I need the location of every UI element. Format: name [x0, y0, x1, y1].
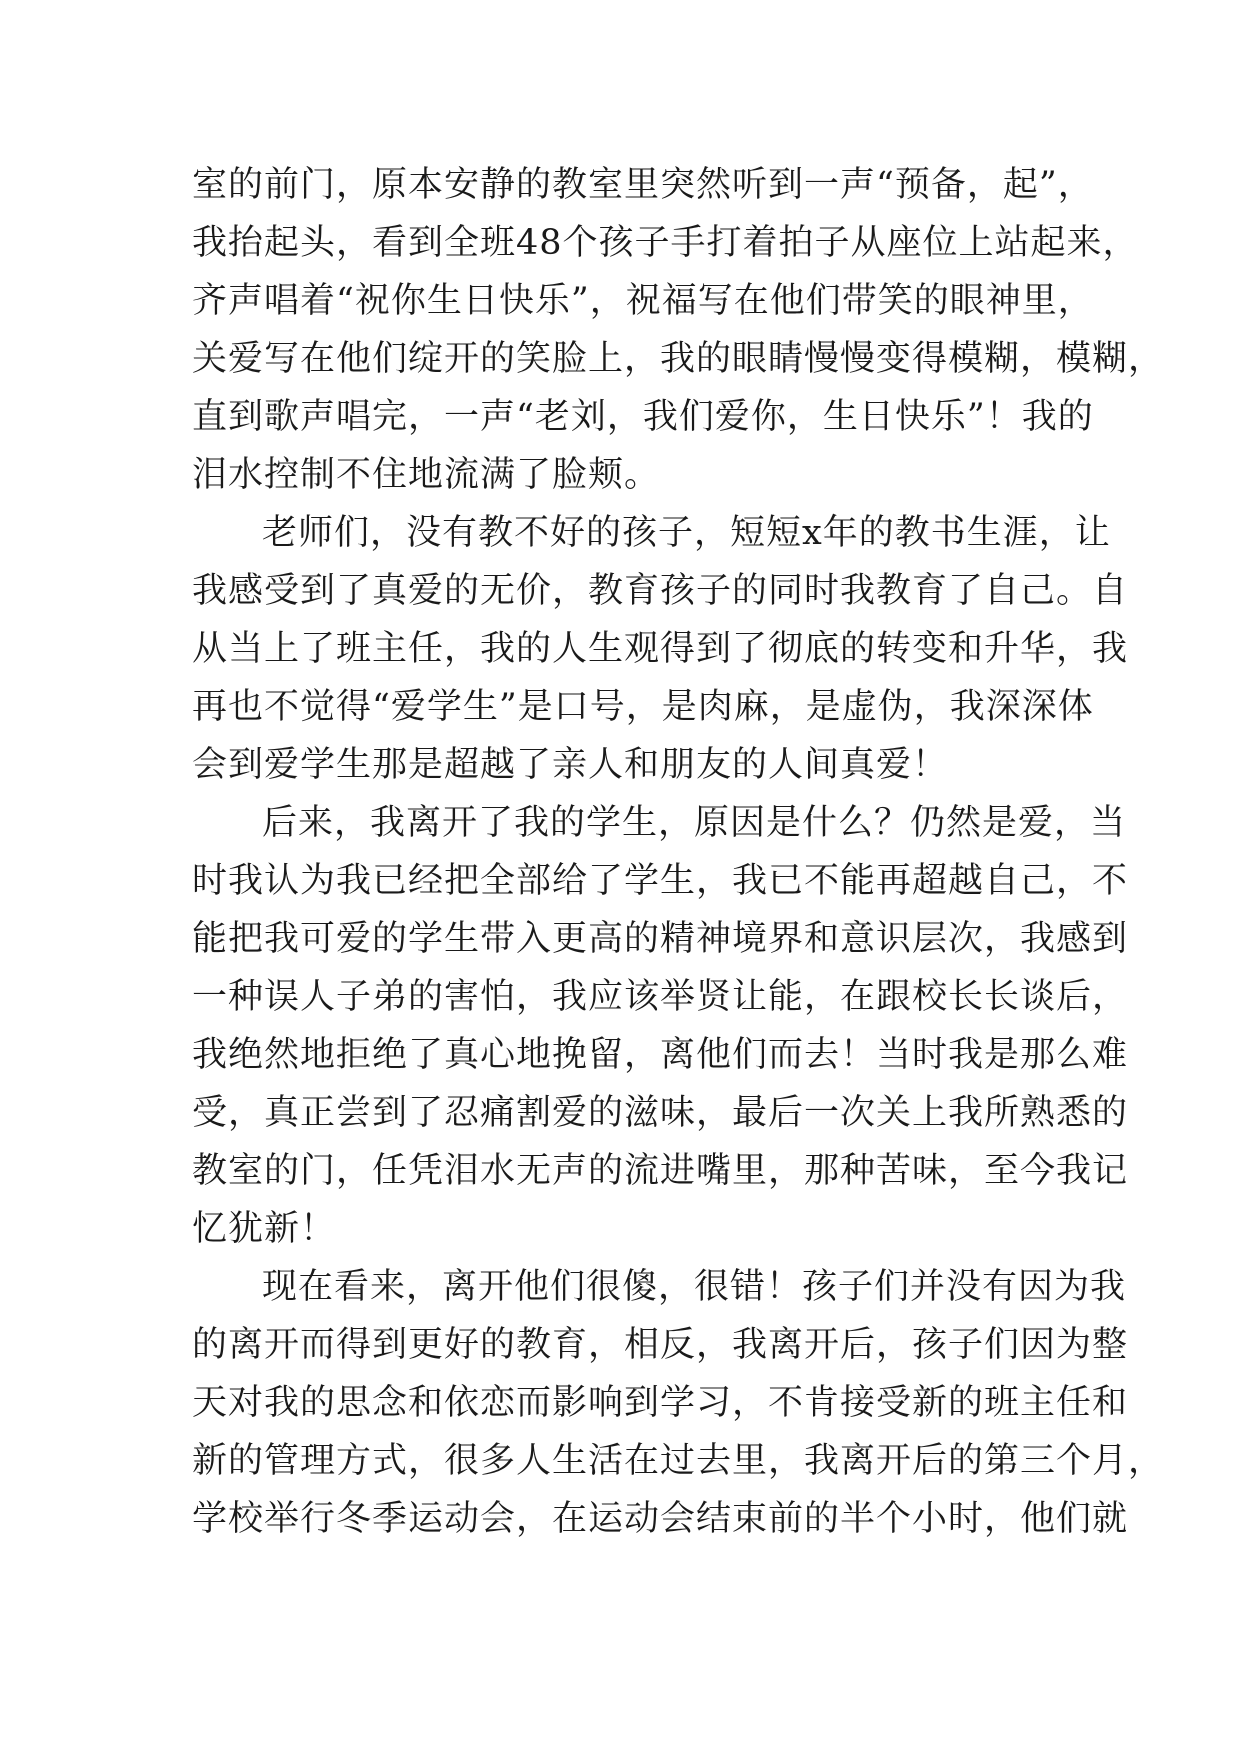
text-line: 新的管理方式，很多人生活在过去里，我离开后的第三个月， — [192, 1441, 1165, 1481]
text-line: 室的前门，原本安静的教室里突然听到一声“预备，起”， — [192, 165, 1094, 205]
text-line: 从当上了班主任，我的人生观得到了彻底的转变和升华，我 — [192, 629, 1129, 669]
text-line: 我感受到了真爱的无价，教育孩子的同时我教育了自己。自 — [192, 571, 1129, 611]
text-line: 后来，我离开了我的学生，原因是什么？仍然是爱，当 — [262, 803, 1127, 843]
text-line: 再也不觉得“爱学生”是口号，是肉麻，是虚伪，我深深体 — [192, 687, 1094, 727]
text-line: 现在看来，离开他们很傻，很错！孩子们并没有因为我 — [262, 1267, 1127, 1307]
text-line: 关爱写在他们绽开的笑脸上，我的眼睛慢慢变得模糊，模糊， — [192, 339, 1165, 379]
text-line: 能把我可爱的学生带入更高的精神境界和意识层次，我感到 — [192, 919, 1129, 959]
text-line: 一种误人子弟的害怕，我应该举贤让能，在跟校长长谈后， — [192, 977, 1129, 1017]
text-line: 教室的门，任凭泪水无声的流进嘴里，那种苦味，至今我记 — [192, 1151, 1129, 1191]
text-line: 齐声唱着“祝你生日快乐”，祝福写在他们带笑的眼神里， — [192, 281, 1094, 321]
text-line: 天对我的思念和依恋而影响到学习，不肯接受新的班主任和 — [192, 1383, 1129, 1423]
text-line: 泪水控制不住地流满了脸颊。 — [192, 455, 661, 495]
text-line: 老师们，没有教不好的孩子，短短x年的教书生涯，让 — [262, 513, 1111, 553]
text-line: 受，真正尝到了忍痛割爱的滋味，最后一次关上我所熟悉的 — [192, 1093, 1129, 1133]
text-line: 忆犹新！ — [192, 1209, 337, 1249]
document-body — [192, 156, 1165, 1548]
text-line: 我抬起头，看到全班48个孩子手打着拍子从座位上站起来， — [192, 223, 1139, 263]
text-line: 时我认为我已经把全部给了学生，我已不能再超越自己，不 — [192, 861, 1129, 901]
text-line: 学校举行冬季运动会，在运动会结束前的半个小时，他们就 — [192, 1499, 1129, 1539]
text-line: 的离开而得到更好的教育，相反，我离开后，孩子们因为整 — [192, 1325, 1129, 1365]
text-line: 我绝然地拒绝了真心地挽留，离他们而去！当时我是那么难 — [192, 1035, 1129, 1075]
text-line: 会到爱学生那是超越了亲人和朋友的人间真爱！ — [192, 745, 949, 785]
text-line: 直到歌声唱完，一声“老刘，我们爱你，生日快乐”！我的 — [192, 397, 1094, 437]
